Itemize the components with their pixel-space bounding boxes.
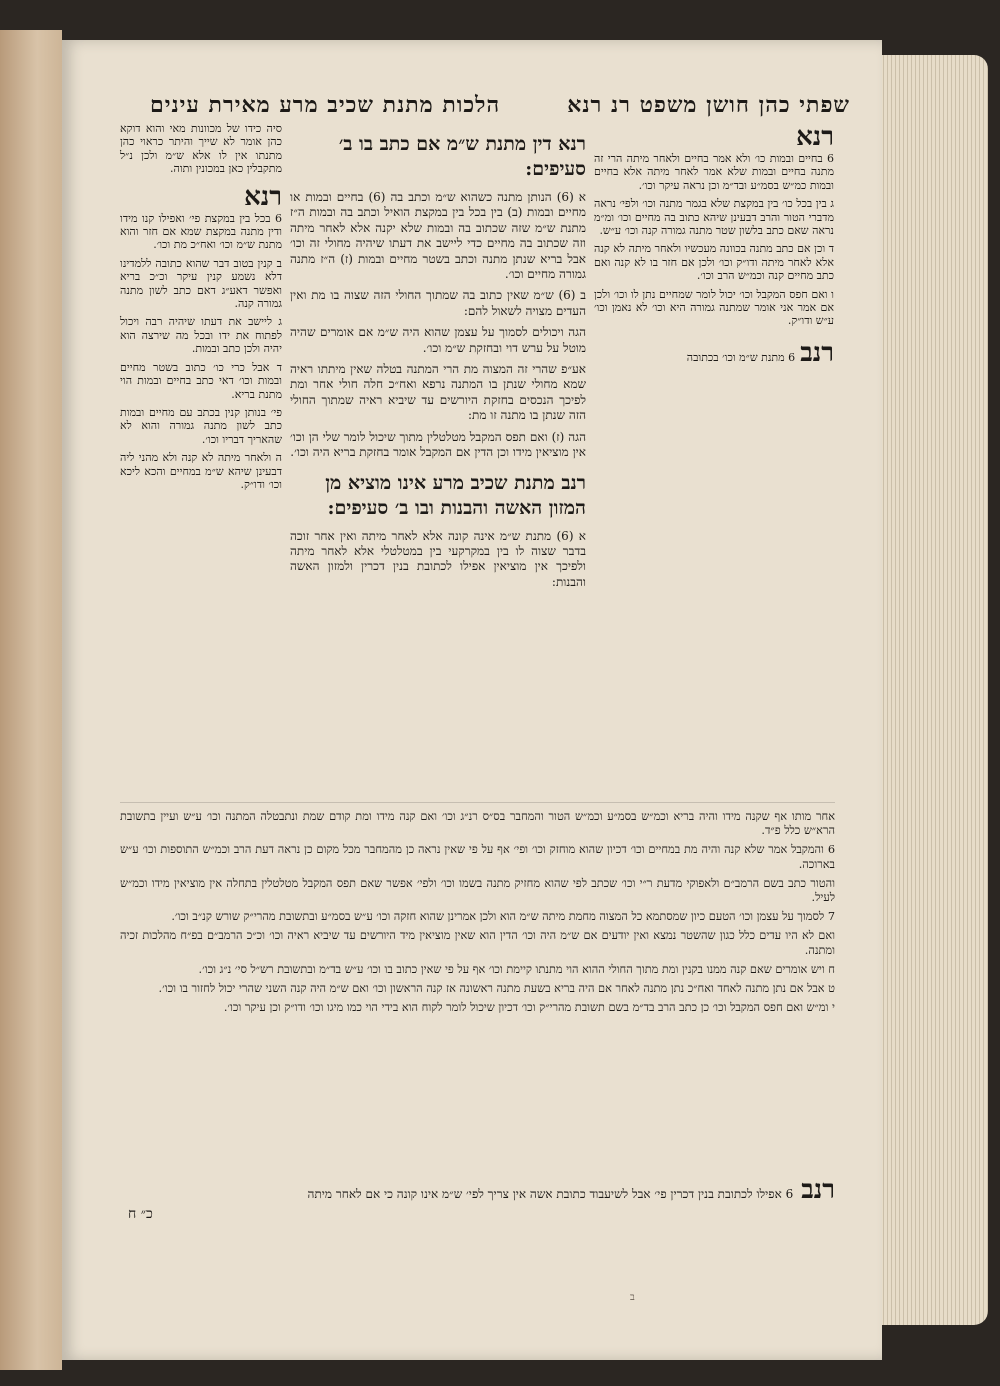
siman-label: רנא — [796, 122, 834, 152]
main-paragraph: ב (6) ש״מ שאין כתוב בה שמתוך החולי הזה שצוה בו מת ואין העדים מצויה לשאול להם: — [290, 288, 586, 318]
commentary-paragraph: אחר מותו אף שקנה מידו והיה בריא וכמ״ש בסמ״ע וכמ״ש הטור והמחבר בס״ס רנ״ג וכו׳ ואם קנה מידו ומת קודם שמת ונתבטלה המתנה וכו׳ ע״ש ועיין בתשובת הרא״ש כלל פ״ד. — [120, 810, 835, 838]
siman-rnb-heading: רנב מתנת שכיב מרע אינו מוציא מן המזון האשה והבנות ובו ב׳ סעיפים: — [325, 471, 586, 519]
catchword: כ״ ח — [128, 1206, 153, 1222]
siman-label-2: רנב — [800, 337, 834, 368]
commentary-paragraph: 7 לסמוך על עצמן וכו׳ הטעם כיון שמסתמא כל המצוה מחמת מיתה ש״מ הוא ולכן אמרינן שהוא חזקה וכו׳ ע״ש בסמ״ע ובתשובת מהרי״ק שורש קנ״ב וכו׳. — [171, 910, 835, 924]
commentary-paragraph: 6 בכל בין במקצת פי׳ ואפילו קנו מידו ודין מתנה במקצת שמא אם חזר והוא מתנת ש״מ וכו׳ ואח״כ מת וכו׳. — [120, 211, 282, 252]
commentary-paragraph: ה ולאחר מיתה לא קנה ולא מהני ליה דבעינן שיהא ש״מ במחיים והכא ליכא וכו׳ ודו״ק. — [120, 451, 282, 491]
commentary-paragraph: ב קנין בטוב דבר שהוא כתובה ללמדינו דלא נשמע קנין עיקר וכ״כ בריא ואפשר דאע״ג דאם כתב לשון מתנה גמורה קנה. — [120, 256, 282, 311]
commentary-paragraph: ח ויש אומרים שאם קנה ממנו בקנין ומת מתוך החולי ההוא הוי מתנתו קיימת וכו׳ אף על פי שאין כתוב בו וכו׳ ע״ש בד״מ ובתשובת רש״ל סי׳ נ״ג וכו׳. — [198, 962, 835, 976]
commentary-paragraph: והטור כתב בשם הרמב״ם ולאפוקי מדעת ר״י וכו׳ שכתב לפי שהוא מחזיק מתנה בשמו וכו׳ ולפי׳ אפשר שאם תפס המקבל מטלטלין בתחלה אין מוציאין מידו וכמ״ש לעיל. — [120, 876, 835, 905]
main-paragraph: הגה ויכולים לסמוך על עצמן שהוא היה ש״מ אם אומרים שהיה מוטל על ערש דוי ובחזקת ש״מ וכו׳. — [290, 325, 586, 355]
main-paragraph: הגה (ז) ואם תפס המקבל מטלטלין מתוך שיכול לומר שלי הן וכו׳ אין מוציאין מידו וכן הדין אם המקבל אומר בחזקת בריא היה וכו׳. — [290, 429, 586, 460]
main-paragraph: אע״פ שהרי זה המצוה מת הרי המתנה בטלה שאין מיתתו ראיה שמא מחולי שנתן בו המתנה נרפא ואח״כ חלה חולי אחר ומת לפיכך הנכסים בחזקת היורשים עד שיביא ראיה שמתוך החולי הזה שנתן בו מתנה זו מת: — [290, 362, 586, 423]
right-commentary-column — [594, 122, 834, 368]
left-page-edge — [0, 30, 62, 1370]
commentary-paragraph: פי׳ בנותן קנין בכתב עם מחיים ובמות כתב לשון מתנה גמורה והוא לא שהאריך דבריו וכו׳. — [120, 405, 282, 446]
header-title-left: הלכות מתנת שכיב מרע מאירת עינים — [150, 92, 501, 118]
header-title-right: שפתי כהן חושן משפט רנ רנא — [567, 92, 850, 118]
main-text-column — [290, 122, 586, 590]
main-paragraph: א (6) הנותן מתנה כשהוא ש״מ וכתב בה (6) בחיים ובמות או מחיים ובמות (ב) בין בכל בין במקצת הואיל וכתב בה ובמות ה״ז מתנת ש״מ שזה שכתוב בה ובמות שלא יקנה אלא לאחר מיתה וזה שכתוב בה מחיים כדי ליישב את דעתו שיהיה מחולי זה וכו׳ אבל בריא שנתן מתנה וכתב בשטר מחיים ובמות (ז) ה״ז מתנה גמורה מחיים וכו׳. — [290, 190, 586, 282]
bottom-commentary — [120, 810, 835, 1015]
commentary-paragraph: ג ליישב את דעתו שיהיה רבה ויכול לפתוח את ידו ובכל מה שירצה הוא יהיה ולכן כתב ובמות. — [120, 315, 282, 356]
main-paragraph: א (6) מתנת ש״מ אינה קונה אלא לאחר מיתה ואין אחר זוכה בדבר שצוה לו בין במקרקעי בין במטלטלי אלא לאחר מיתה ולפיכך אין מוציאין אפילו לכתובת בנין דכרין ולמזון האשה והבנות: — [290, 528, 586, 589]
footer-siman-label: רנב — [801, 1175, 835, 1205]
running-header — [150, 92, 850, 118]
commentary-paragraph: 6 והמקבל אמר שלא קנה והיה מת במחיים וכו׳ דכיון שהוא מוחזק וכו׳ ופי׳ אף על פי שאין נראה כן מהמחבר מכל מקום כן נראה דעת הרב וכמ״ש התוספות וכו׳ ע״ש בארוכה. — [120, 843, 835, 871]
siman-rna-heading: רנא דין מתנת ש״מ אם כתב בו ב׳ סעיפים: — [338, 133, 586, 180]
commentary-paragraph: ו ואם חפס המקבל וכו׳ יכול לומר שמחיים נתן לו וכו׳ ולכן אם אמר אני אומר שמתנה גמורה היא וכו׳ לא נאמן וכו׳ ע״ש ודו״ק. — [594, 287, 834, 328]
left-commentary-column — [120, 122, 282, 491]
end-note: 6 מתנת ש״מ וכו׳ בכתובה — [686, 350, 796, 364]
commentary-paragraph: ד אבל כרי כו׳ כתוב בשטר מחיים ובמות וכו׳ דאי כתב בחיים ובמות הוי מתנת בריא. — [120, 360, 282, 401]
commentary-paragraph: ט אבל אם נתן מתנה לאחד ואח״כ נתן מתנה לאחר אם היה בריא בשעת מתנה ראשונה אז קנה הראשון וכו׳ ואם ש״מ היה קנה השני שהרי יכול לחזור בו וכו׳. — [158, 982, 835, 996]
commentary-paragraph: ואם לא היו עדים כלל כגון שהשטר נמצא ואין יודעים אם ש״מ היה וכו׳ הדין הוא שאין מוציאין מיד היורשים עד שיביא ראיה וכו׳ וכ״כ הרמב״ם בפ״ח מהלכות זכיה ומתנה. — [120, 929, 835, 957]
footer-text: 6 אפילו לכתובת בנין דכרין פי׳ אבל לשיעבוד כתובת אשה אין צריך לפי׳ ש״מ אינו קונה כי אם לאחר מיתה — [307, 1187, 794, 1201]
page-edges — [868, 55, 988, 1325]
commentary-paragraph: י ומ״ש ואם חפס המקבל וכו׳ כן כתב הרב בד״מ בשם תשובת מהרי״ק וכו׳ דכיון שיכול לומר לקוח הוא בידי הוי כמו מיגו וכו׳ ודו״ק וכן עיקר וכו׳. — [223, 1001, 835, 1015]
footer-line — [120, 1175, 835, 1205]
commentary-paragraph: ד וכן אם כתב מתנה בכוונה מעכשיו ולאחר מיתה לא קנה אלא לאחר מיתה ודו״ק וכו׳ ולכן אם חזר בו לא קנה ואם כתב מחיים קנה וכמ״ש הרב וכו׳. — [594, 242, 834, 283]
siman-label: רנא — [244, 181, 282, 212]
commentary-paragraph: סיה כידו של מכוונות מאי והוא דוקא כהן אומר לא שייך והיתר כראוי כהן מתנתו אין לו אלא ש״מ ולכן נ״ל מתקבלין כאן במכונין ותוה. — [120, 122, 282, 176]
commentary-paragraph: ג בין בכל כו׳ בין במקצת שלא בגמר מתנה וכו׳ ולפי׳ נראה מדברי הטור והרב דבעינן שיהא כתוב בה מחיים וכו׳ ומ״מ נראה שאם כתב בלשון שטר מתנה גמורה קנה וכו׳ ע״ש. — [594, 197, 834, 238]
section-divider — [120, 802, 835, 803]
page-mark: ב — [630, 1292, 635, 1303]
commentary-paragraph: 6 בחיים ובמות כו׳ ולא אמר בחיים ולאחר מיתה הרי זה מתנה בחיים ובמות שלא אמר לאחר מיתה אלא בחיים ובמות כמ״ש בסמ״ע ובד״מ וכן נראה עיקר וכו׳. — [594, 152, 834, 192]
